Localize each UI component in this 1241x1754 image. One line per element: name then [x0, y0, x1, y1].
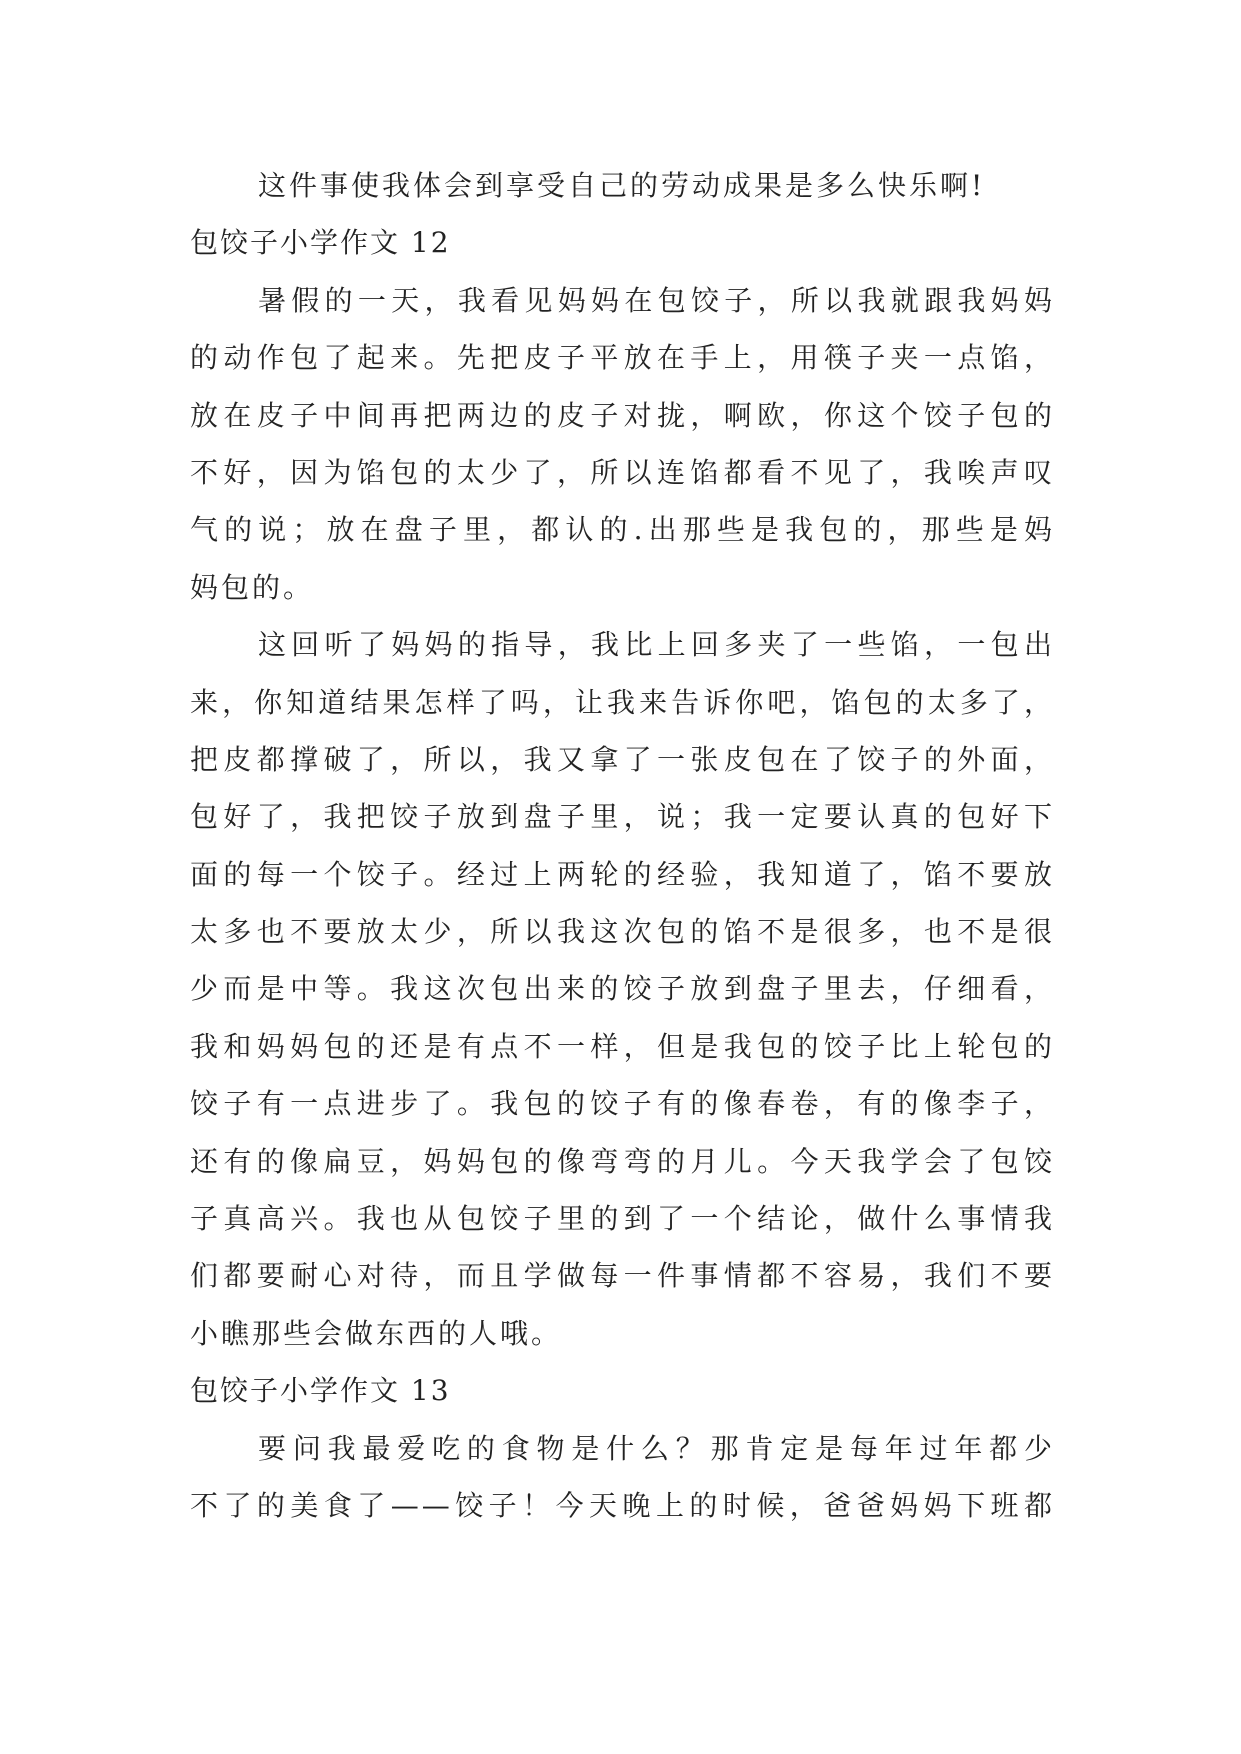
paragraph-line: 的动作包了起来。先把皮子平放在手上，用筷子夹一点馅， — [190, 341, 1055, 375]
paragraph-line: 饺子有一点进步了。我包的饺子有的像春卷，有的像李子， — [190, 1087, 1055, 1121]
paragraph-line: 面的每一个饺子。经过上两轮的经验，我知道了，馅不要放 — [190, 857, 1055, 891]
paragraph — [190, 157, 1055, 214]
paragraph — [190, 272, 1055, 616]
paragraph-line: 还有的像扁豆，妈妈包的像弯弯的月儿。今天我学会了包饺 — [190, 1144, 1055, 1178]
paragraph-line: 暑假的一天，我看见妈妈在包饺子，所以我就跟我妈妈 — [258, 283, 1055, 317]
paragraph-line: 少而是中等。我这次包出来的饺子放到盘子里去，仔细看， — [190, 972, 1055, 1006]
paragraph-line: 要问我最爱吃的食物是什么？那肯定是每年过年都少 — [258, 1431, 1055, 1465]
paragraph-line: 们都要耐心对待，而且学做每一件事情都不容易，我们不要 — [190, 1259, 1055, 1293]
paragraph-line: 太多也不要放太少，所以我这次包的馅不是很多，也不是很 — [190, 915, 1055, 949]
paragraph-line: 这回听了妈妈的指导，我比上回多夹了一些馅，一包出 — [258, 628, 1055, 662]
paragraph-line: 放在皮子中间再把两边的皮子对拢，啊欧，你这个饺子包的 — [190, 398, 1055, 432]
document-body — [190, 157, 1055, 1534]
paragraph-line: 子真高兴。我也从包饺子里的到了一个结论，做什么事情我 — [190, 1202, 1055, 1236]
paragraph-line: 气的说；放在盘子里，都认的.出那些是我包的，那些是妈 — [190, 513, 1055, 547]
paragraph — [190, 1420, 1055, 1535]
paragraph-line: 我和妈妈包的还是有点不一样，但是我包的饺子比上轮包的 — [190, 1029, 1055, 1063]
essay-title: 包饺子小学作文 13 — [190, 1374, 451, 1408]
paragraph-line: 这件事使我体会到享受自己的劳动成果是多么快乐啊! — [258, 169, 986, 202]
paragraph-line: 不好，因为馅包的太少了，所以连馅都看不见了，我唉声叹 — [190, 455, 1055, 489]
paragraph-line: 不了的美食了——饺子！今天晚上的时候，爸爸妈妈下班都 — [190, 1488, 1055, 1522]
paragraph-line: 小瞧那些会做东西的人哦。 — [190, 1316, 563, 1350]
paragraph-line: 妈包的。 — [190, 570, 315, 604]
paragraph-line: 包好了，我把饺子放到盘子里，说；我一定要认真的包好下 — [190, 800, 1055, 834]
paragraph-line: 把皮都撑破了，所以，我又拿了一张皮包在了饺子的外面， — [190, 742, 1055, 776]
paragraph — [190, 616, 1055, 1362]
paragraph-line: 来，你知道结果怎样了吗，让我来告诉你吧，馅包的太多了， — [190, 685, 1055, 719]
essay-title: 包饺子小学作文 12 — [190, 226, 451, 260]
